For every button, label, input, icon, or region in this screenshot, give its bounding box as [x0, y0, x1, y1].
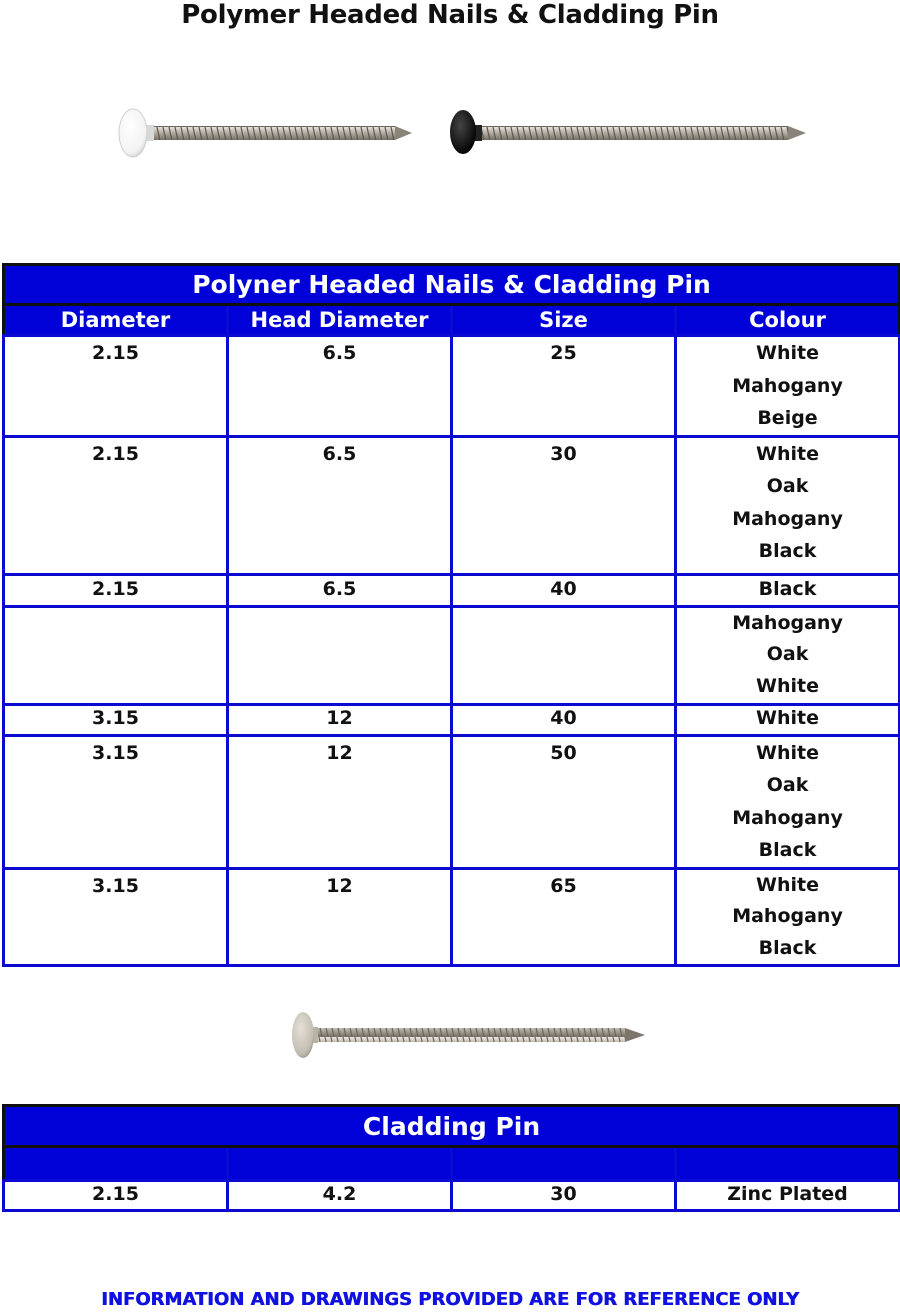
colour-label: White: [756, 706, 819, 729]
diameter-cell: 2.15: [4, 436, 228, 574]
size-cell: 30: [452, 1181, 676, 1211]
column-header-diameter: Diameter: [4, 305, 228, 336]
size-cell: 25: [452, 336, 676, 437]
colour-label: Oak: [766, 475, 809, 497]
disclaimer-footer: INFORMATION AND DRAWINGS PROVIDED ARE FOR REFERENCE ONLY: [101, 1289, 799, 1310]
table-row: [4, 436, 900, 574]
colour-label: Black: [758, 936, 817, 959]
colour-label: Beige: [757, 407, 818, 429]
table-row: [4, 574, 900, 606]
column-header-blank: [452, 1147, 676, 1181]
size-cell: 65: [452, 868, 676, 966]
head-diameter-cell: 12: [228, 735, 452, 868]
size-cell: 40: [452, 704, 676, 735]
column-header-blank: [228, 1147, 452, 1181]
colour-label: Mahogany: [732, 905, 843, 927]
head-diameter-cell: 6.5: [228, 336, 452, 437]
head-diameter-cell: 12: [228, 868, 452, 966]
column-header-size: Size: [452, 305, 676, 336]
polymer-nails-table: [2, 263, 900, 967]
table-row: [4, 1181, 900, 1211]
size-cell: 50: [452, 735, 676, 868]
finish-label: Zinc Plated: [727, 1183, 848, 1205]
colour-label: Mahogany: [732, 611, 843, 634]
head-diameter-cell: 12: [228, 704, 452, 735]
size-cell: [452, 606, 676, 704]
head-diameter-cell: 6.5: [228, 436, 452, 574]
colour-cell: [676, 574, 900, 606]
colour-cell: [676, 704, 900, 735]
diameter-cell: 3.15: [4, 868, 228, 966]
colour-label: White: [756, 741, 819, 764]
colour-label: White: [756, 442, 819, 465]
table-banner: Polyner Headed Nails & Cladding Pin: [4, 265, 900, 305]
page-title: Polymer Headed Nails & Cladding Pin: [181, 0, 719, 30]
table-row: [4, 735, 900, 868]
colour-label: Mahogany: [732, 806, 843, 829]
column-header-head-diameter: Head Diameter: [228, 305, 452, 336]
diameter-cell: 3.15: [4, 704, 228, 735]
colour-label: Black: [758, 577, 817, 600]
head-diameter-cell: 4.2: [228, 1181, 452, 1211]
colour-label: Oak: [766, 643, 809, 665]
column-header-blank: [4, 1147, 228, 1181]
size-cell: 40: [452, 574, 676, 606]
colour-label: White: [756, 873, 819, 896]
black-headed-nail-icon: [450, 110, 806, 154]
colour-label: Mahogany: [732, 374, 843, 397]
head-diameter-cell: [228, 606, 452, 704]
colour-label: White: [756, 674, 819, 697]
table-row: [4, 704, 900, 735]
table-row: [4, 868, 900, 966]
colour-cell: [676, 606, 900, 704]
table-banner: Cladding Pin: [4, 1106, 900, 1147]
table-row: [4, 336, 900, 437]
size-cell: 30: [452, 436, 676, 574]
colour-cell: [676, 336, 900, 437]
colour-label: Mahogany: [732, 507, 843, 530]
head-diameter-cell: 6.5: [228, 574, 452, 606]
cladding-pin-table: [2, 1104, 900, 1212]
finish-cell: [676, 1181, 900, 1211]
column-header-colour: Colour: [676, 305, 900, 336]
cladding-pin-icon: [292, 1012, 645, 1058]
colour-cell: [676, 436, 900, 574]
colour-label: Black: [758, 540, 817, 562]
colour-cell: [676, 868, 900, 966]
diameter-cell: [4, 606, 228, 704]
colour-label: Oak: [766, 774, 809, 796]
colour-label: White: [756, 342, 819, 364]
table-row: [4, 606, 900, 704]
colour-cell: [676, 735, 900, 868]
diameter-cell: 2.15: [4, 1181, 228, 1211]
diameter-cell: 2.15: [4, 336, 228, 437]
white-headed-nail-icon: [119, 109, 412, 157]
diameter-cell: 2.15: [4, 574, 228, 606]
column-header-blank: [676, 1147, 900, 1181]
polymer-nails-image: [0, 85, 900, 185]
colour-label: Black: [758, 839, 817, 861]
diameter-cell: 3.15: [4, 735, 228, 868]
cladding-pin-image: [0, 995, 900, 1075]
